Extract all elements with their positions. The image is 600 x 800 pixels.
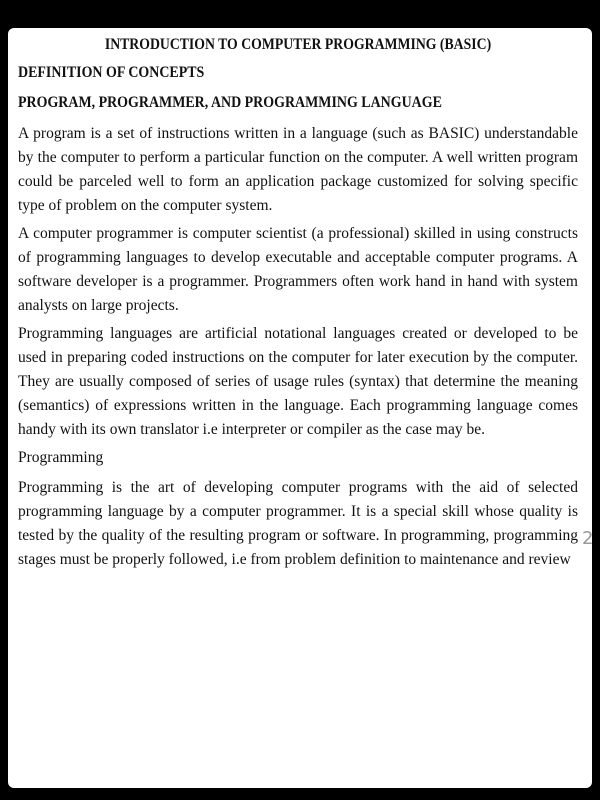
- paragraph-program: A program is a set of instructions written in a language (such as BASIC) understandable by the computer to perform a particular function on the computer. A well written program could be parceled well to form an application package customized for solving specific type of problem on the computer system.: [18, 125, 578, 214]
- paragraph-programming-languages: Programming languages are artificial notational languages created or developed to be used in preparing coded instructions on the computer for later execution by the computer. They are usually composed of series of usage rules (syntax) that determine the meaning (semantics) of expressions written in the language. Each programming language comes handy with its own translator i.e interpreter or compiler as the case may be.: [18, 325, 578, 438]
- paragraph-programmer: A computer programmer is computer scientist (a professional) skilled in using constructs of programming languages to develop executable and acceptable computer programs. A software developer is a programmer. Programmers often work hand in hand with system analysts on large projects.: [18, 225, 578, 314]
- document-content: [18, 34, 578, 576]
- section-heading-definitions: DEFINITION OF CONCEPTS: [18, 64, 205, 81]
- page-edge-glyph: 2: [582, 528, 594, 549]
- document-page: [8, 28, 592, 788]
- paragraph-programming: Programming is the art of developing computer programs with the aid of selected programming language by a computer programmer. It is a special skill whose quality is tested by the quality of the resulting program or software. In programming, programming stages must be properly followed, i.e from problem definition to maintenance and review: [18, 479, 578, 568]
- subheading-programming: Programming: [18, 449, 104, 466]
- document-title: INTRODUCTION TO COMPUTER PROGRAMMING (BASIC): [104, 36, 492, 53]
- section-heading-program: PROGRAM, PROGRAMMER, AND PROGRAMMING LANGUAGE: [18, 94, 442, 111]
